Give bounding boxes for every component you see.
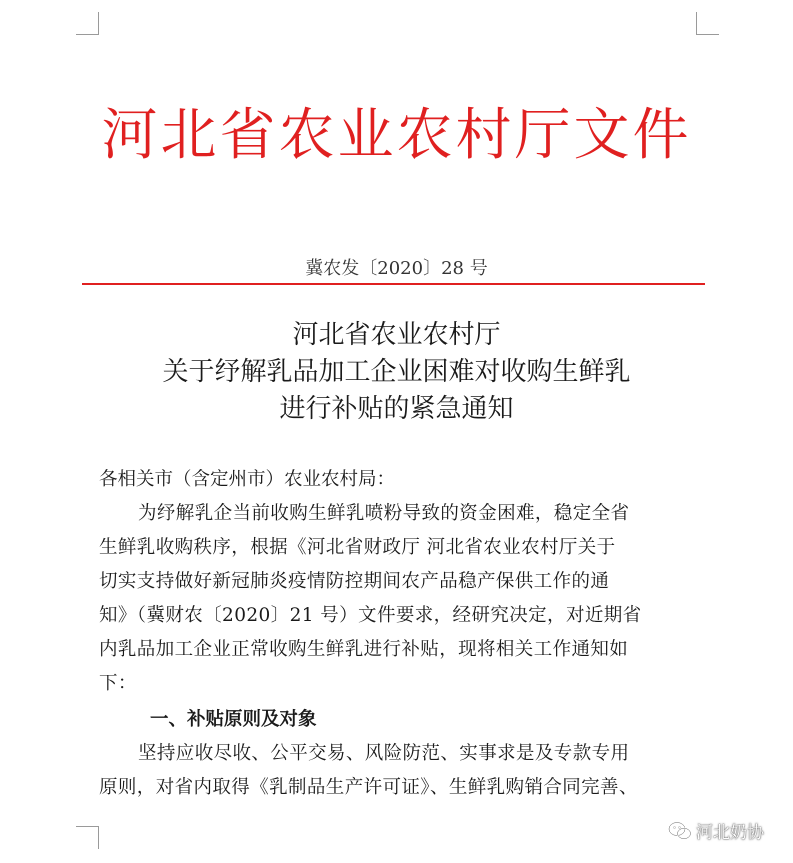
watermark <box>668 818 764 843</box>
paragraph-1-line-1: 为纾解乳企当前收购生鲜乳喷粉导致的资金困难，稳定全省 <box>138 503 630 524</box>
crop-mark-top-right <box>696 12 719 35</box>
paragraph-1-line-6: 下： <box>99 673 137 694</box>
document-number: 冀农发〔2020〕28 号 <box>305 258 488 279</box>
watermark-text: 河北奶协 <box>696 823 764 843</box>
notice-title-line-3: 进行补贴的紧急通知 <box>279 394 514 424</box>
header-divider <box>82 283 705 285</box>
notice-title-line-2: 关于纾解乳品加工企业困难对收购生鲜乳 <box>162 357 631 387</box>
crop-mark-bottom-left <box>76 826 99 849</box>
paragraph-2-line-2: 原则，对省内取得《乳制品生产许可证》、生鲜乳购销合同完善、 <box>99 777 638 798</box>
paragraph-1-line-2: 生鲜乳收购秩序，根据《河北省财政厅 河北省农业农村厅关于 <box>99 537 616 558</box>
paragraph-2-line-1: 坚持应收尽收、公平交易、风险防范、实事求是及专款专用 <box>138 743 630 764</box>
paragraph-1-line-5: 内乳品加工企业正常收购生鲜乳进行补贴，现将相关工作通知如 <box>99 639 629 660</box>
crop-mark-top-left <box>76 12 99 35</box>
paragraph-1-line-3: 切实支持做好新冠肺炎疫情防控期间农产品稳产保供工作的通 <box>99 571 610 592</box>
salutation: 各相关市（含定州市）农业农村局： <box>99 469 396 490</box>
notice-title-line-1: 河北省农业农村厅 <box>292 320 501 350</box>
paragraph-1-line-4: 知》（冀财农〔2020〕21 号）文件要求，经研究决定，对近期省 <box>99 605 642 626</box>
wechat-icon <box>668 821 692 841</box>
notice-title <box>0 317 793 428</box>
document-header-title: 河北省农业农村厅文件 <box>101 103 692 168</box>
section-1-heading: 一、补贴原则及对象 <box>150 709 317 730</box>
